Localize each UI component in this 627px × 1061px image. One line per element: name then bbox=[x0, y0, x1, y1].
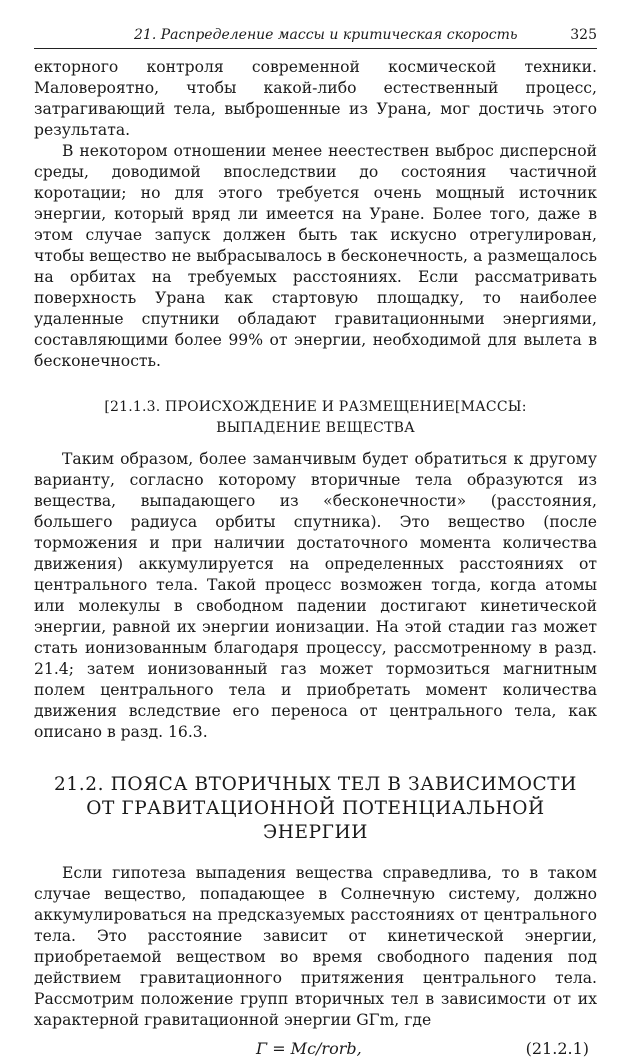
page-number: 325 bbox=[570, 27, 597, 43]
page bbox=[34, 24, 597, 1061]
equation-number: (21.2.1) bbox=[525, 1039, 589, 1058]
paragraph: В некотором отношении менее неестествен выброс дисперсной среды, доводимой впоследствии до состояния частичной коротации; но для этого требуется очень мощный источник энергии, который вряд ли имеется на Уране. Более того, даже в этом случае запуск должен быть так искусно отрегулирован, чтобы вещество не выбрасывалось в бесконечность, а размещалось на орбитах на требуемых расстояниях. Если рассматривать поверхность Урана как стартовую площадку, то наиболее удаленные спутники обладают гравитационными энергиями, составляющими более 99% от энергии, необходимой для вылета в бесконечность. bbox=[34, 142, 597, 370]
section-heading bbox=[34, 773, 597, 845]
paragraph: Таким образом, более заманчивым будет обратиться к другому варианту, согласно которому вторичные тела образуются из вещества, выпадающего из «бесконечности» (расстояния, большего радиуса орбиты спутника). Это вещество (после торможения и при наличии достаточного момента количества движения) аккумулируется на определенных расстояниях от центрального тела. Такой процесс возможен тогда, когда атомы или молекулы в свободном падении достигают кинетической энергии, равной их энергии ионизации. На этой стадии газ может стать ионизованным благодаря процессу, рассмотренному в разд. 21.4; затем ионизованный газ может тормозиться магнитным полем центрального тела и приобретать момент количества движения вследствие его переноса от центрального тела, как описано в разд. 16.3. bbox=[34, 450, 597, 741]
running-head bbox=[34, 24, 597, 46]
running-title: 21. Распределение массы и критическая скорость bbox=[134, 27, 518, 43]
section-heading-line: ОТ ГРАВИТАЦИОННОЙ ПОТЕНЦИАЛЬНОЙ ЭНЕРГИИ bbox=[86, 798, 545, 843]
subsection-heading bbox=[34, 397, 597, 439]
section-heading-line: 21.2. ПОЯСА ВТОРИЧНЫХ ТЕЛ В ЗАВИСИМОСТИ bbox=[54, 774, 577, 795]
header-rule bbox=[34, 48, 597, 49]
subsection-heading-line: [21.1.3. ПРОИСХОЖДЕНИЕ И РАЗМЕЩЕНИЕ[МАССЫ: bbox=[104, 399, 527, 415]
subsection-heading-line: ВЫПАДЕНИЕ ВЕЩЕСТВА bbox=[216, 420, 415, 436]
equation bbox=[34, 1037, 597, 1061]
paragraph: екторного контроля современной космической техники. Маловероятно, чтобы какой-либо естественный процесс, затрагивающий тела, выброшенные из Урана, мог достичь этого результата. bbox=[34, 58, 597, 139]
paragraph: Если гипотеза выпадения вещества справедлива, то в таком случае вещество, попадающее в Солнечную систему, должно аккумулироваться на предсказуемых расстояниях от центрального тела. Это расстояние зависит от кинетической энергии, приобретаемой веществом во время свободного падения под действием гравитационного притяжения центрального тела. Рассмотрим положение групп вторичных тел в зависимости от их характерной гравитационной энергии GΓm, где bbox=[34, 864, 597, 1029]
equation-expression: Γ = Mc/rorb, bbox=[256, 1039, 362, 1058]
